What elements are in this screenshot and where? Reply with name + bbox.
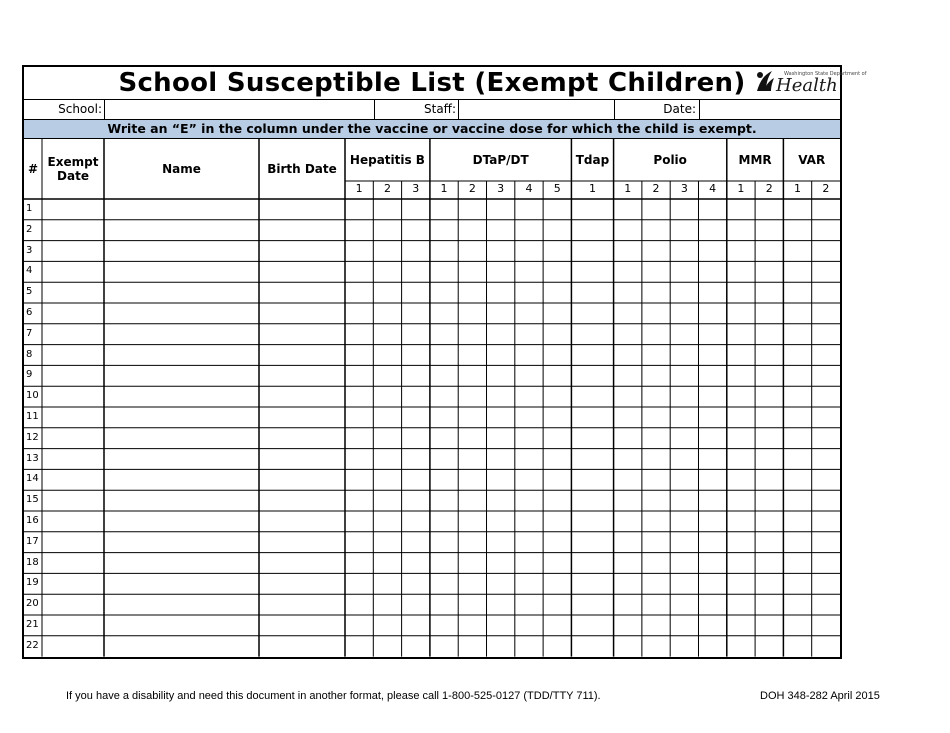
row-number: 5 — [26, 286, 33, 298]
logo-agency-text: Washington State Department of — [784, 71, 867, 77]
col-header-dtap-dt: DTaP/DT — [472, 153, 529, 167]
col-header-number: # — [27, 162, 39, 176]
col-header-exempt-date: Exempt Date — [47, 155, 99, 183]
col-header-var: VAR — [798, 153, 826, 167]
col-header-birth-date: Birth Date — [267, 162, 337, 176]
dose-header: 5 — [553, 182, 561, 195]
row-number: 4 — [26, 265, 33, 277]
dose-header: 3 — [680, 182, 688, 195]
dose-header: 2 — [468, 182, 476, 195]
document-id: DOH 348-282 April 2015 — [760, 690, 880, 702]
dose-header: 1 — [440, 182, 448, 195]
dose-header: 3 — [412, 182, 420, 195]
col-header-polio: Polio — [653, 153, 687, 167]
dose-header: 1 — [588, 182, 596, 195]
row-number: 3 — [26, 244, 33, 256]
dose-header: 4 — [525, 182, 533, 195]
school-label: School: — [58, 102, 102, 116]
dose-header: 2 — [822, 182, 830, 195]
date-label: Date: — [663, 102, 696, 116]
dose-header: 4 — [709, 182, 717, 195]
row-number: 12 — [26, 431, 39, 443]
dose-header: 2 — [765, 182, 773, 195]
col-header-hepatitis-b: Hepatitis B — [349, 153, 425, 167]
dose-header: 3 — [497, 182, 505, 195]
dose-header: 1 — [355, 182, 363, 195]
row-number: 21 — [26, 619, 39, 630]
dose-header: 1 — [624, 182, 632, 195]
dose-header: 1 — [794, 182, 802, 195]
form-title: School Susceptible List (Exempt Children) — [118, 68, 746, 98]
row-number: 19 — [26, 577, 39, 589]
staff-label: Staff: — [424, 102, 456, 116]
col-header-tdap: Tdap — [575, 153, 610, 167]
col-header-mmr: MMR — [738, 153, 772, 167]
logo-wordmark: Health — [776, 75, 838, 96]
col-header-name: Name — [162, 162, 201, 176]
dose-header: 1 — [737, 182, 745, 195]
dose-header: 2 — [383, 182, 391, 195]
row-number: 10 — [26, 390, 39, 402]
disability-note: If you have a disability and need this document in another format, please call 1-800-525-0127 (TDD/TTY 711). — [66, 690, 601, 702]
row-number: 20 — [26, 598, 39, 610]
row-number: 6 — [26, 307, 33, 318]
row-number: 22 — [26, 639, 39, 651]
dose-header: 2 — [652, 182, 660, 195]
form-frame — [22, 65, 867, 659]
row-number: 2 — [26, 223, 33, 235]
row-number: 11 — [26, 411, 39, 422]
row-number: 16 — [26, 515, 39, 526]
row-number: 1 — [26, 203, 33, 214]
row-number: 13 — [26, 452, 39, 464]
row-number: 9 — [26, 369, 33, 381]
row-number: 18 — [26, 556, 39, 568]
instruction-band: Write an “E” in the column under the vaccine or vaccine dose for which the child is exempt. — [24, 120, 840, 139]
row-number: 8 — [26, 348, 33, 360]
row-number: 17 — [26, 535, 39, 547]
row-number: 14 — [26, 473, 39, 485]
row-number: 15 — [26, 494, 39, 506]
row-number: 7 — [26, 327, 33, 339]
